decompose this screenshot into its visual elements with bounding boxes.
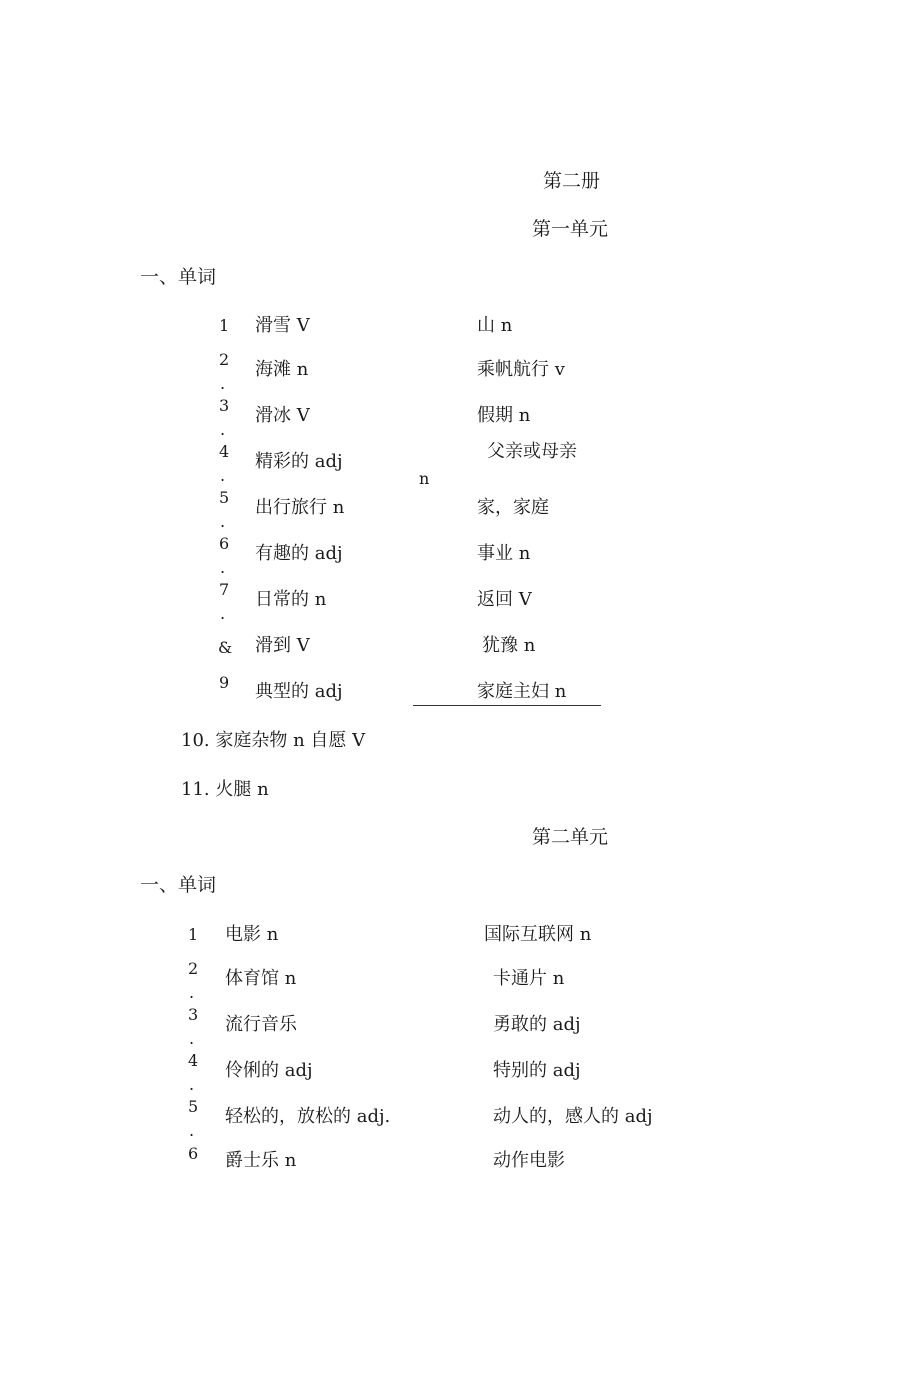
unit2-number-dot: . [189,1075,195,1094]
unit1-left-word: 精彩的 adj [255,451,343,472]
unit1-number: & [218,638,233,657]
unit2-left-word: 轻松的，放松的 adj. [225,1106,391,1127]
unit1-right-word: 山 n [477,315,513,336]
unit1-right-word: 乘帆航行 v [477,359,565,380]
unit2-left-word: 流行音乐 [225,1014,297,1035]
unit2-right-word: 国际互联网 n [484,924,592,945]
unit1-number-dot: . [220,466,226,485]
unit1-stray-pos-label: n [419,469,430,488]
unit1-number-dot: . [220,604,226,623]
unit1-right-word: 假期 n [477,405,531,426]
unit1-right-word: 家，家庭 [477,497,549,518]
unit1-left-word: 滑冰 V [255,405,310,426]
unit1-number: 6 [219,534,230,553]
unit1-right-word: 犹豫 n [482,635,536,656]
unit1-number-dot: . [220,420,226,439]
unit2-left-word: 伶俐的 adj [225,1060,313,1081]
unit2-title: 第二单元 [532,826,609,848]
unit1-number: 9 [219,673,230,692]
unit1-left-word: 滑到 V [255,635,310,656]
unit2-number: 5 [188,1097,199,1116]
unit1-left-word: 海滩 n [255,359,309,380]
unit1-left-word: 有趣的 adj [255,543,343,564]
unit2-number: 6 [188,1144,199,1163]
unit2-right-word: 卡通片 n [493,968,565,989]
unit1-extra-item: 10. 家庭杂物 n 自愿 V [181,730,366,751]
unit1-number: 5 [219,488,230,507]
unit2-number: 4 [188,1051,199,1070]
unit1-number-dot: . [220,512,226,531]
unit2-left-word: 体育馆 n [225,968,297,989]
unit1-left-word: 典型的 adj [255,681,343,702]
unit1-right-word: 事业 n [477,543,531,564]
unit1-number: 4 [219,442,230,461]
unit1-number: 1 [219,316,230,335]
unit2-right-word: 动作电影 [493,1150,565,1171]
unit2-number: 1 [188,925,199,944]
unit1-left-word: 出行旅行 n [255,497,345,518]
unit1-extra-item: 11. 火腿 n [181,779,269,800]
unit1-right-word: 返回 V [477,589,532,610]
unit1-section-heading: 一、单词 [140,266,217,288]
unit1-title: 第一单元 [532,218,609,240]
unit2-number: 2 [188,959,199,978]
unit2-number-dot: . [189,1029,195,1048]
unit2-right-word: 特别的 adj [493,1060,581,1081]
unit1-right-word: 家庭主妇 n [477,681,567,702]
unit1-number-dot: . [220,374,226,393]
book-title: 第二册 [543,170,601,192]
unit2-right-word: 勇敢的 adj [493,1014,581,1035]
unit1-left-word: 滑雪 V [255,315,310,336]
unit1-number: 2 [219,350,230,369]
unit2-number-dot: . [189,983,195,1002]
unit1-left-word: 日常的 n [255,589,327,610]
unit2-section-heading: 一、单词 [140,874,217,896]
unit1-number-dot: . [220,558,226,577]
unit2-left-word: 电影 n [225,924,279,945]
unit2-number-dot: . [189,1121,195,1140]
unit1-right-word: 父亲或母亲 [487,441,577,462]
unit2-left-word: 爵士乐 n [225,1150,297,1171]
unit2-number: 3 [188,1005,199,1024]
underline-divider [413,705,601,706]
unit1-number: 3 [219,396,230,415]
unit1-number: 7 [219,580,230,599]
unit2-right-word: 动人的，感人的 adj [493,1106,653,1127]
